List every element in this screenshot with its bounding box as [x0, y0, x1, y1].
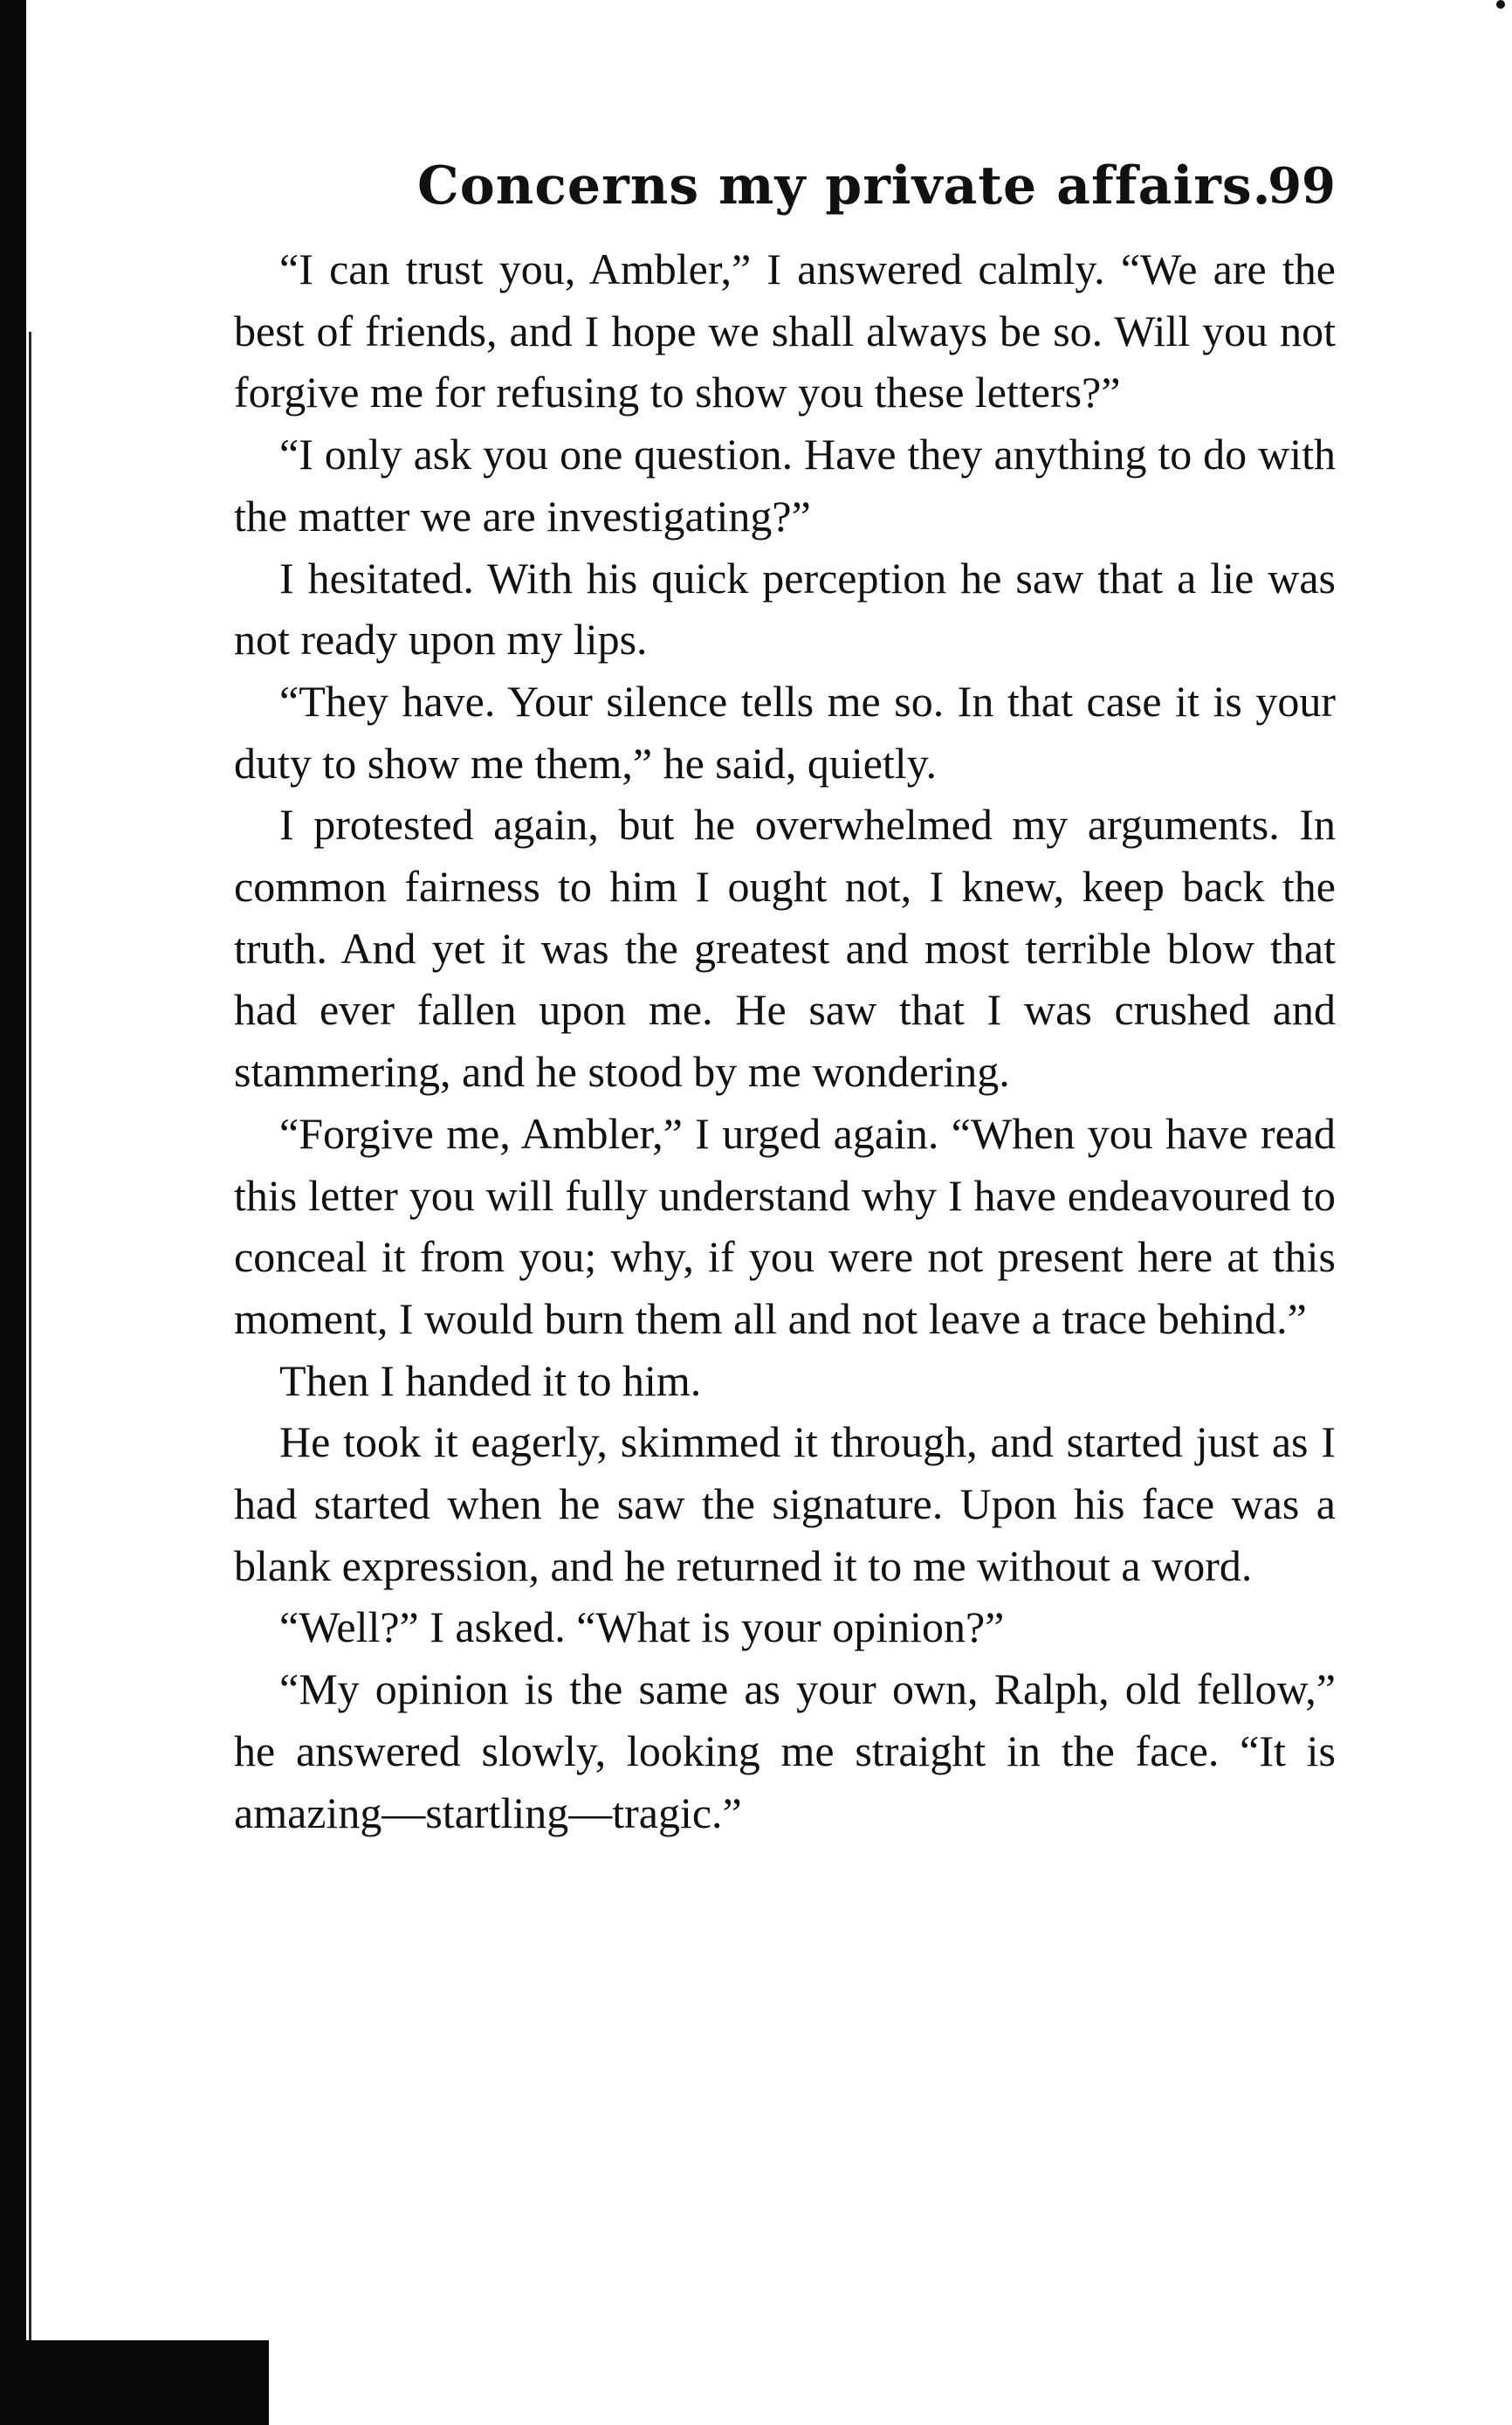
- body-text: [234, 238, 1336, 1843]
- paragraph: I protested again, but he overwhelmed my arguments. In common fairness to him I ought not, I knew, keep back the truth. And yet it was the greatest and most terrible blow that had ever fallen upon me. He saw that I was crushed and stammering, and he stood by me wondering.: [234, 800, 1336, 1097]
- paragraph: “They have. Your silence tells me so. In that case it is your duty to show me them,” he said, quietly.: [234, 676, 1336, 788]
- paragraph: “Well?” I asked. “What is your opinion?”: [279, 1602, 1005, 1652]
- page-number: 99: [1268, 157, 1336, 215]
- page-header: [234, 147, 1336, 225]
- scan-ink-blot: [26, 2340, 269, 2425]
- scan-speck: [1496, 0, 1505, 9]
- running-head: Concerns my private affairs.: [417, 155, 1272, 217]
- scan-margin-bar: [0, 0, 26, 2425]
- paragraph: “I can trust you, Ambler,” I answered calmly. “We are the best of friends, and I hope we shall always be so. Will you not forgive me for refusing to show you these letters?”: [234, 245, 1336, 417]
- paragraph: He took it eagerly, skimmed it through, and started just as I had started when he saw the signature. Upon his face was a blank expression, and he returned it to me without a word.: [234, 1417, 1336, 1590]
- scan-margin-line: [29, 332, 31, 2419]
- paragraph: Then I handed it to him.: [279, 1355, 702, 1405]
- paragraph: “My opinion is the same as your own, Ralph, old fellow,” he answered slowly, looking me straight in the face. “It is amazing—startling—tragic.”: [234, 1664, 1336, 1837]
- paragraph: I hesitated. With his quick perception he saw that a lie was not ready upon my lips.: [234, 553, 1336, 665]
- paragraph: “I only ask you one question. Have they anything to do with the matter we are investigating?”: [234, 430, 1336, 541]
- paragraph: “Forgive me, Ambler,” I urged again. “When you have read this letter you will fully understand why I have endeavoured to conceal it from you; why, if you were not present here at this moment, I would burn them all and not leave a trace behind.”: [234, 1108, 1336, 1343]
